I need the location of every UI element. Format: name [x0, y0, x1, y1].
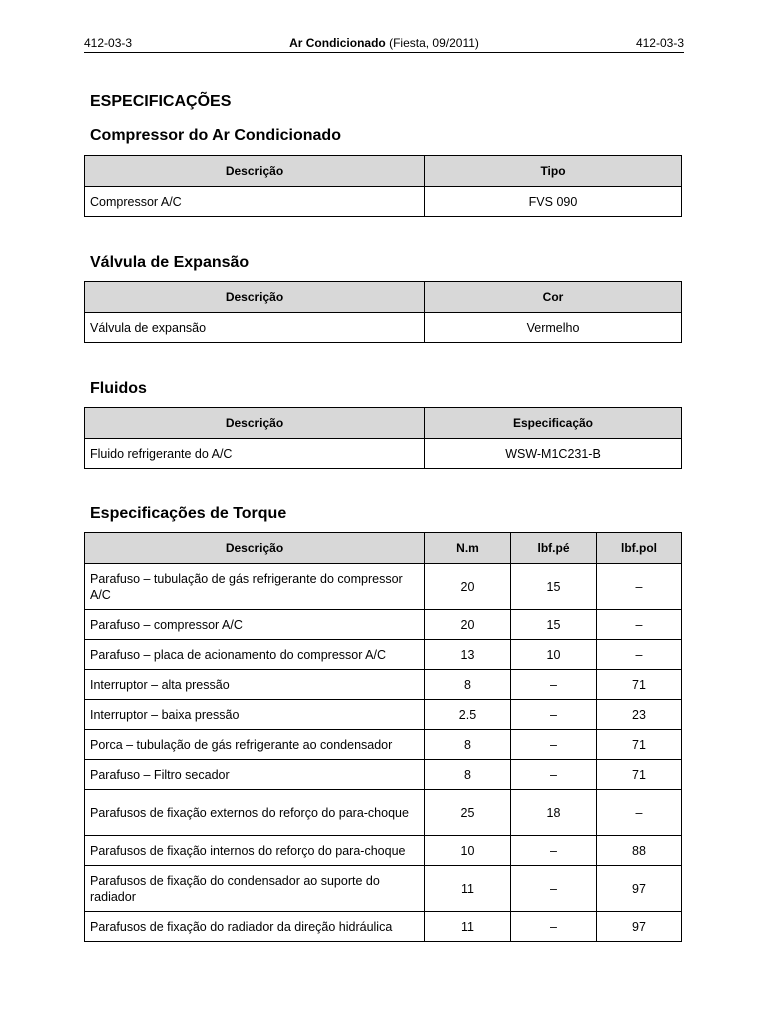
table-cell-lbf-pol: –	[597, 564, 682, 610]
table-cell-lbf-pe: 15	[511, 610, 597, 640]
table-cell-lbf-pe: –	[511, 866, 597, 912]
table-row	[85, 836, 682, 866]
table-cell-lbf-pe: –	[511, 760, 597, 790]
table-cell-lbf-pe: –	[511, 912, 597, 942]
table-cell-value: Vermelho	[425, 313, 682, 343]
table-row	[85, 670, 682, 700]
page-header	[84, 36, 684, 53]
column-header: Descrição	[85, 408, 425, 439]
table-cell-description: Interruptor – baixa pressão	[85, 700, 425, 730]
section-title-torque: Especificações de Torque	[90, 505, 287, 522]
column-header: Descrição	[85, 156, 425, 187]
table-cell-nm: 13	[425, 640, 511, 670]
table-cell-description: Porca – tubulação de gás refrigerante ao condensador	[85, 730, 425, 760]
table-cell-lbf-pe: –	[511, 670, 597, 700]
compressor-table	[84, 155, 682, 217]
table-cell-nm: 8	[425, 730, 511, 760]
table-cell-lbf-pol: 23	[597, 700, 682, 730]
table-cell-lbf-pe: 18	[511, 790, 597, 836]
table-cell-lbf-pol: 97	[597, 866, 682, 912]
valvula-table	[84, 281, 682, 343]
table-header-row	[85, 533, 682, 564]
table-row	[85, 187, 682, 217]
table-cell-nm: 11	[425, 866, 511, 912]
section-title-valvula: Válvula de Expansão	[90, 254, 250, 271]
table-cell-lbf-pol: –	[597, 640, 682, 670]
table-cell-nm: 10	[425, 836, 511, 866]
table-cell-value: WSW-M1C231-B	[425, 439, 682, 469]
column-header: Cor	[425, 282, 682, 313]
table-cell-lbf-pol: 71	[597, 670, 682, 700]
table-cell-lbf-pe: –	[511, 730, 597, 760]
table-cell-description: Interruptor – alta pressão	[85, 670, 425, 700]
table-row	[85, 610, 682, 640]
table-cell-value: FVS 090	[425, 187, 682, 217]
table-cell-nm: 20	[425, 564, 511, 610]
table-cell-description: Parafusos de fixação do radiador da direção hidráulica	[85, 912, 425, 942]
column-header: lbf.pé	[511, 533, 597, 564]
table-cell-nm: 2.5	[425, 700, 511, 730]
table-row	[85, 730, 682, 760]
table-cell-description: Parafusos de fixação do condensador ao suporte do radiador	[85, 866, 425, 912]
table-cell-lbf-pe: 10	[511, 640, 597, 670]
table-cell-description: Compressor A/C	[85, 187, 425, 217]
table-cell-description: Fluido refrigerante do A/C	[85, 439, 425, 469]
table-cell-description: Parafuso – compressor A/C	[85, 610, 425, 640]
table-cell-lbf-pe: –	[511, 836, 597, 866]
section-title-compressor: Compressor do Ar Condicionado	[90, 127, 341, 144]
table-row	[85, 760, 682, 790]
table-cell-nm: 11	[425, 912, 511, 942]
table-cell-description: Válvula de expansão	[85, 313, 425, 343]
table-cell-description: Parafuso – placa de acionamento do compressor A/C	[85, 640, 425, 670]
table-cell-lbf-pol: 88	[597, 836, 682, 866]
torque-table	[84, 532, 682, 942]
page-number-left: 412-03-3	[84, 36, 133, 50]
table-cell-lbf-pol: –	[597, 610, 682, 640]
table-cell-lbf-pe: –	[511, 700, 597, 730]
table-row	[85, 640, 682, 670]
table-cell-lbf-pol: 71	[597, 760, 682, 790]
table-row	[85, 313, 682, 343]
column-header: Descrição	[85, 533, 425, 564]
table-cell-description: Parafusos de fixação internos do reforço do para-choque	[85, 836, 425, 866]
table-row	[85, 439, 682, 469]
table-header-row	[85, 408, 682, 439]
page-title: ESPECIFICAÇÕES	[90, 93, 232, 110]
table-cell-description: Parafuso – Filtro secador	[85, 760, 425, 790]
column-header: N.m	[425, 533, 511, 564]
header-title-bold: Ar Condicionado	[289, 36, 386, 50]
table-cell-lbf-pol: 71	[597, 730, 682, 760]
column-header: Especificação	[425, 408, 682, 439]
table-cell-lbf-pol: –	[597, 790, 682, 836]
column-header: Tipo	[425, 156, 682, 187]
table-cell-nm: 25	[425, 790, 511, 836]
table-cell-nm: 20	[425, 610, 511, 640]
table-cell-nm: 8	[425, 760, 511, 790]
table-cell-nm: 8	[425, 670, 511, 700]
table-header-row	[85, 156, 682, 187]
section-title-fluidos: Fluidos	[90, 380, 147, 397]
table-cell-description: Parafuso – tubulação de gás refrigerante do compressor A/C	[85, 564, 425, 610]
column-header: lbf.pol	[597, 533, 682, 564]
table-row	[85, 700, 682, 730]
table-row	[85, 790, 682, 836]
table-header-row	[85, 282, 682, 313]
table-cell-lbf-pol: 97	[597, 912, 682, 942]
header-title	[84, 36, 684, 50]
column-header: Descrição	[85, 282, 425, 313]
table-row	[85, 564, 682, 610]
table-cell-description: Parafusos de fixação externos do reforço do para-choque	[85, 790, 425, 836]
table-cell-lbf-pe: 15	[511, 564, 597, 610]
table-row	[85, 866, 682, 912]
page-number-right: 412-03-3	[635, 36, 684, 50]
fluidos-table	[84, 407, 682, 469]
header-title-detail: (Fiesta, 09/2011)	[385, 36, 479, 50]
table-row	[85, 912, 682, 942]
